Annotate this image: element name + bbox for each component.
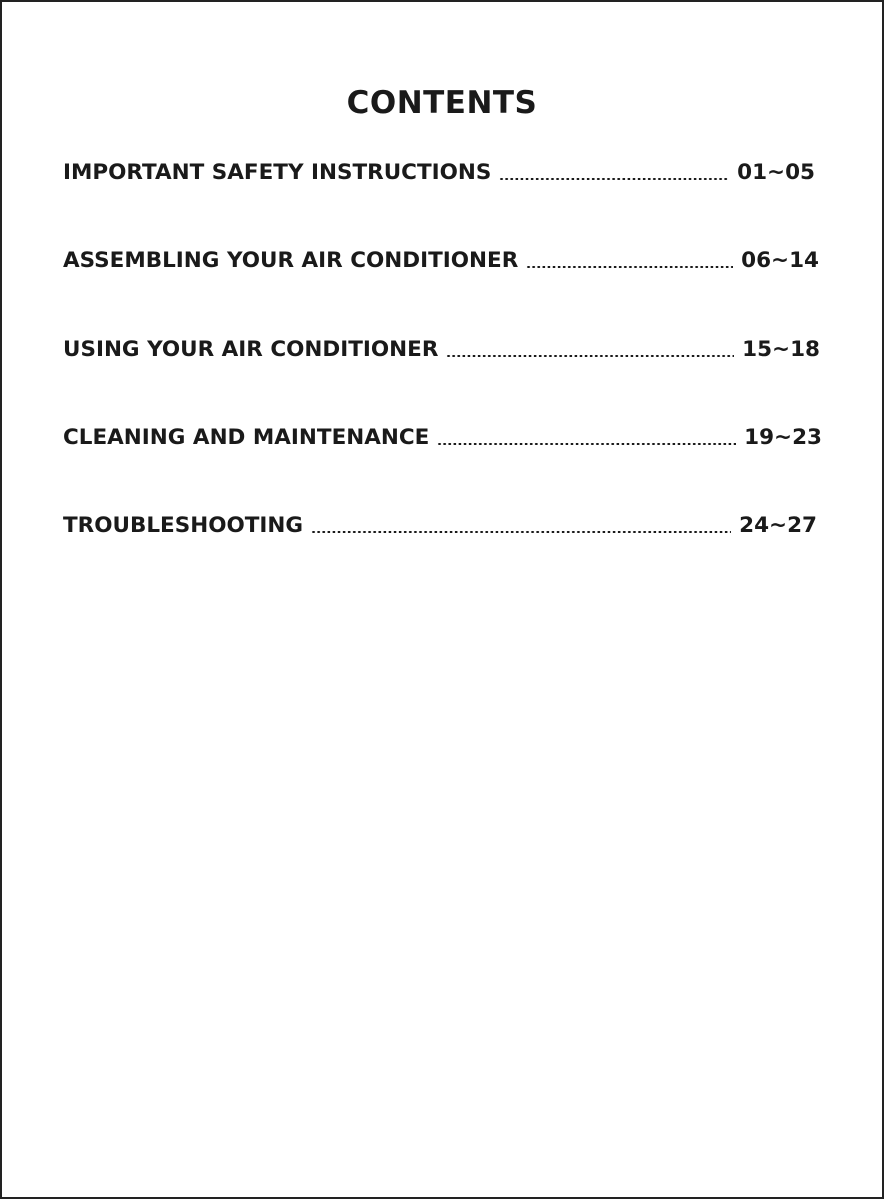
toc-entry-troubleshooting[interactable] [63,510,817,542]
toc-entry-label: USING YOUR AIR CONDITIONER [63,337,439,362]
dot-leader [437,443,736,445]
dot-leader [526,266,733,268]
toc-entry-pages: 15~18 [742,337,820,362]
toc-entry-label: ASSEMBLING YOUR AIR CONDITIONER [63,248,519,273]
toc-entry-pages: 19~23 [744,425,822,450]
page-title: CONTENTS [346,85,538,121]
dot-leader [311,531,731,533]
toc-entry-cleaning[interactable] [63,422,822,454]
toc-entry-safety-instructions[interactable] [63,157,815,189]
toc-entry-pages: 01~05 [737,160,815,185]
toc-entry-label: IMPORTANT SAFETY INSTRUCTIONS [63,160,492,185]
dot-leader [499,178,729,180]
toc-entry-label: TROUBLESHOOTING [63,513,304,538]
toc-entry-pages: 24~27 [739,513,817,538]
toc-entry-assembling[interactable] [63,245,819,277]
dot-leader [446,355,734,357]
toc-entry-pages: 06~14 [741,248,819,273]
toc-entry-using[interactable] [63,334,820,366]
toc-entry-label: CLEANING AND MAINTENANCE [63,425,430,450]
